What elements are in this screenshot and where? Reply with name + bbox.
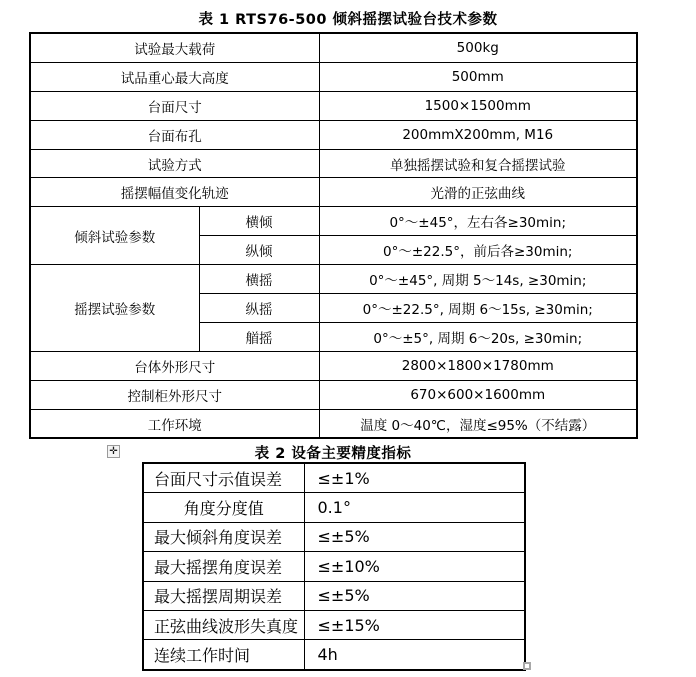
table-row: [143, 581, 525, 610]
table-row: [30, 409, 637, 438]
param-label: 工作环境: [30, 409, 319, 438]
param-label: 试品重心最大高度: [30, 62, 319, 91]
param-value: 0°～±45°, 周期 5～14s, ≥30min;: [319, 265, 637, 294]
spec-value: ≤±1%: [304, 463, 525, 493]
param-value: 500mm: [319, 62, 637, 91]
table1-technical-parameters: [29, 32, 638, 439]
group-label-tilt: 倾斜试验参数: [30, 207, 199, 265]
sub-label: 艏摇: [199, 322, 319, 351]
table-row: [30, 351, 637, 380]
param-label: 台体外形尺寸: [30, 351, 319, 380]
param-value: 0°～±22.5°，前后各≥30min;: [319, 236, 637, 265]
sub-label: 横摇: [199, 265, 319, 294]
table-row: [30, 207, 637, 236]
spec-label: 连续工作时间: [143, 640, 304, 670]
spec-value: 0.1°: [304, 493, 525, 522]
param-value: 500kg: [319, 33, 637, 62]
param-value: 光滑的正弦曲线: [319, 178, 637, 207]
table-row: [30, 380, 637, 409]
table-row: [30, 62, 637, 91]
table-resize-handle[interactable]: [523, 662, 531, 670]
param-label: 台面尺寸: [30, 91, 319, 120]
table2-accuracy-indicators: [142, 462, 526, 671]
sub-label: 纵倾: [199, 236, 319, 265]
spec-value: ≤±5%: [304, 581, 525, 610]
four-way-arrow-icon: ✛: [109, 445, 118, 457]
sub-label: 纵摇: [199, 294, 319, 323]
table-row: [143, 522, 525, 551]
spec-value: 4h: [304, 640, 525, 670]
table-row: [30, 33, 637, 62]
spec-label: 台面尺寸示值误差: [143, 463, 304, 493]
spec-label: 正弦曲线波形失真度: [143, 610, 304, 639]
spec-value: ≤±5%: [304, 522, 525, 551]
table-row: [143, 640, 525, 670]
table-row: [30, 265, 637, 294]
param-label: 试验方式: [30, 149, 319, 178]
spec-label: 角度分度值: [143, 493, 304, 522]
table-row: [30, 178, 637, 207]
table1-title: 表 1 RTS76-500 倾斜摇摆试验台技术参数: [198, 12, 498, 28]
param-value: 0°～±22.5°, 周期 6～15s, ≥30min;: [319, 294, 637, 323]
table-row: [143, 610, 525, 639]
param-value: 单独摇摆试验和复合摇摆试验: [319, 149, 637, 178]
table2-title: 表 2 设备主要精度指标: [254, 446, 412, 462]
param-label: 台面布孔: [30, 120, 319, 149]
table-row: [30, 91, 637, 120]
param-value: 670×600×1600mm: [319, 380, 637, 409]
param-label: 控制柜外形尺寸: [30, 380, 319, 409]
spec-value: ≤±10%: [304, 552, 525, 581]
sub-label: 横倾: [199, 207, 319, 236]
table-row: [30, 120, 637, 149]
spec-label: 最大摇摆角度误差: [143, 552, 304, 581]
param-value: 200mmX200mm, M16: [319, 120, 637, 149]
table-row: [143, 493, 525, 522]
param-label: 试验最大载荷: [30, 33, 319, 62]
param-value: 0°～±5°, 周期 6～20s, ≥30min;: [319, 322, 637, 351]
spec-value: ≤±15%: [304, 610, 525, 639]
spec-label: 最大倾斜角度误差: [143, 522, 304, 551]
param-value: 2800×1800×1780mm: [319, 351, 637, 380]
spec-label: 最大摇摆周期误差: [143, 581, 304, 610]
param-label: 摇摆幅值变化轨迹: [30, 178, 319, 207]
param-value: 0°～±45°，左右各≥30min;: [319, 207, 637, 236]
table-row: [143, 552, 525, 581]
table-move-handle-icon[interactable]: [107, 445, 120, 458]
table-row: [143, 463, 525, 493]
table-row: [30, 149, 637, 178]
group-label-sway: 摇摆试验参数: [30, 265, 199, 352]
param-value: 1500×1500mm: [319, 91, 637, 120]
param-value: 温度 0～40℃，湿度≤95%（不结露）: [319, 409, 637, 438]
